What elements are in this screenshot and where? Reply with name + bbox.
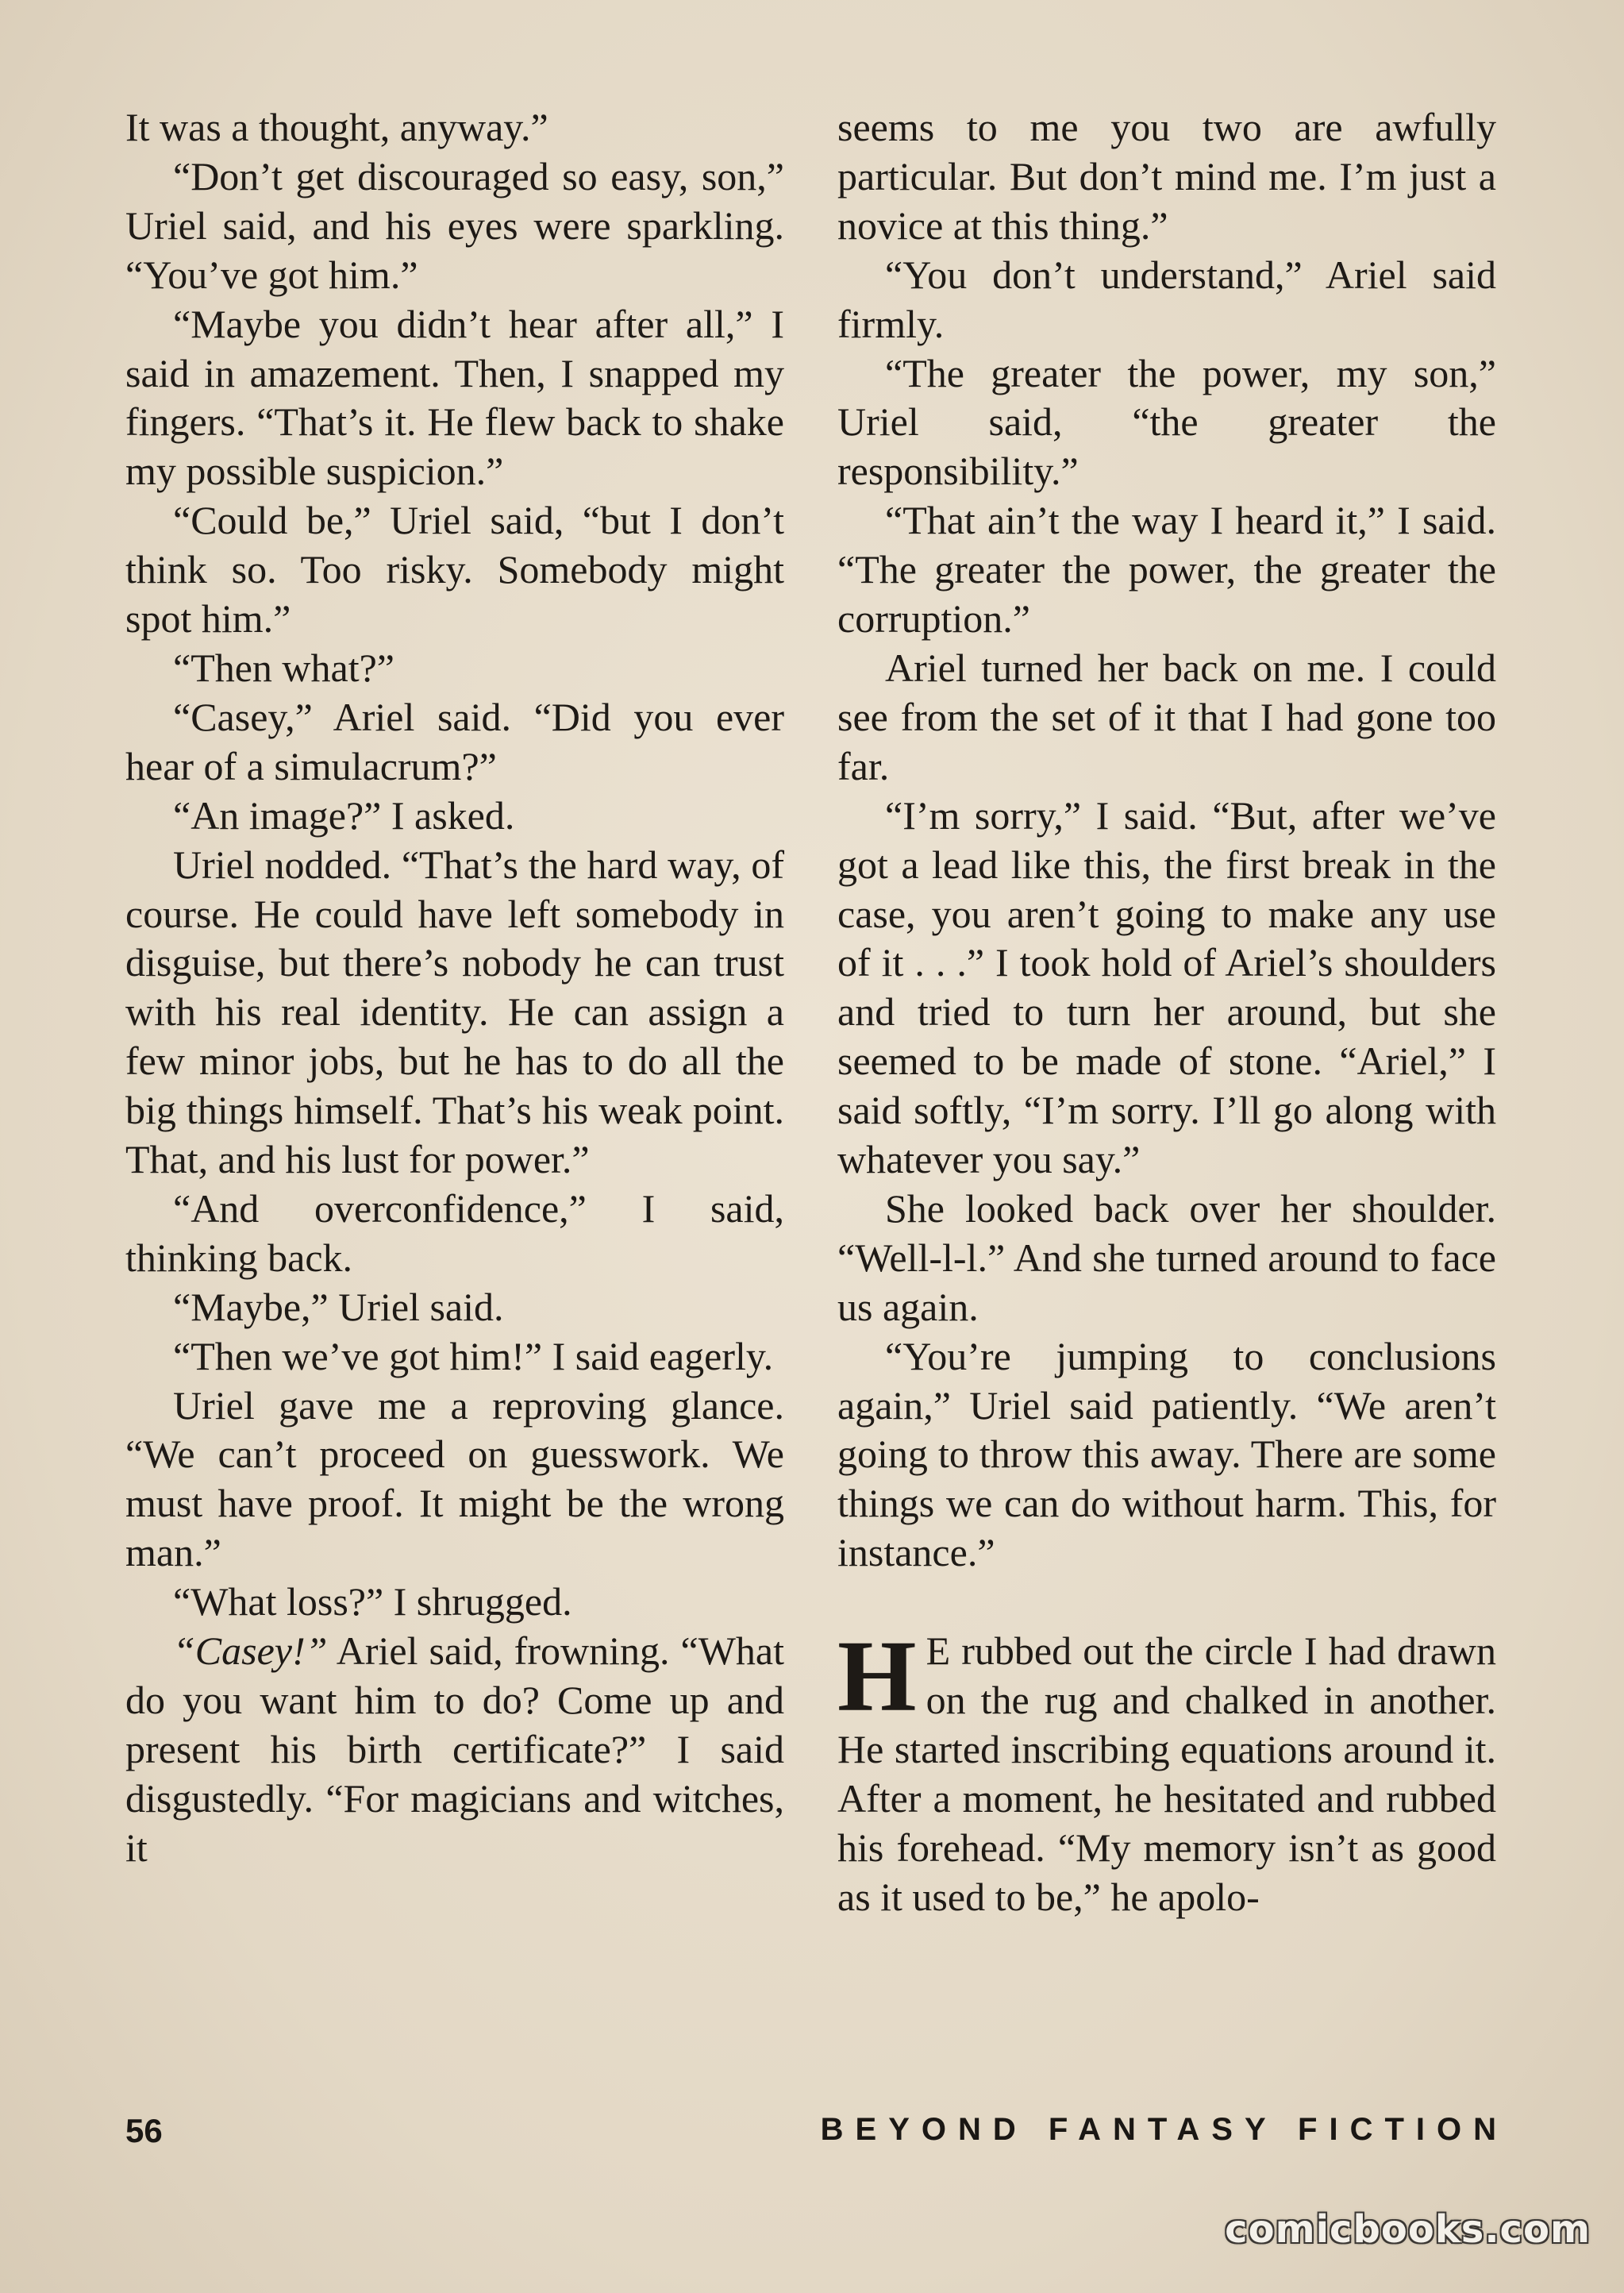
page-number: 56	[125, 2112, 163, 2149]
paragraph: “And overconfidence,” I said, thinking back.	[125, 1185, 784, 1280]
paragraph: “The greater the power, my son,” Uriel said, “the greater the responsibility.”	[837, 350, 1496, 494]
section-opening-paragraph	[837, 1620, 1496, 1921]
paragraph: “You’re jumping to conclusions again,” Uriel said patiently. “We aren’t going to throw this away. There are some things we can do without harm. This, for instance.”	[837, 1333, 1496, 1575]
paragraph: It was a thought, anyway.”	[125, 105, 548, 149]
paragraph: “Maybe,” Uriel said.	[173, 1284, 504, 1329]
paragraph: “What loss?” I shrugged.	[173, 1579, 572, 1624]
paragraph: “I’m sorry,” I said. “But, after we’ve got a lead like this, the first break in the case, you aren’t going to make any use of it . . .” I took hold of Ariel’s shoulders and tried to turn her around, but she seemed to be made of stone. “Ariel,” I said softly, “I’m sorry. I’ll go along with whatever you say.”	[837, 792, 1496, 1182]
paragraph: “Could be,” Uriel said, “but I don’t think so. Too risky. Somebody might spot him.”	[125, 498, 784, 642]
running-title: BEYOND FANTASY FICTION	[820, 2112, 1508, 2147]
paragraph: “Casey,” Ariel said. “Did you ever hear of a simulacrum?”	[125, 694, 784, 788]
left-text-column	[125, 103, 784, 1873]
right-text-column	[837, 103, 1496, 1922]
paragraph: “That ain’t the way I heard it,” I said. “The greater the power, the greater the corruption.”	[837, 498, 1496, 642]
drop-cap: H	[837, 1620, 915, 1733]
italic-exclamation: “Casey!”	[173, 1628, 328, 1674]
paragraph: “An image?” I asked.	[173, 792, 515, 838]
paragraph: Uriel nodded. “That’s the hard way, of course. He could have left somebody in disguise, but there’s nobody he can trust with his real identity. He can assign a few minor jobs, but he has to do all the big things himself. That’s his weak point. That, and his lust for power.”	[125, 842, 784, 1182]
paragraph: “Maybe you didn’t hear after all,” I said in amazement. Then, I snapped my fingers. “That’s it. He flew back to shake my possible suspicion.”	[125, 301, 784, 494]
paragraph: “Then what?”	[173, 645, 395, 690]
paragraph: “Don’t get discouraged so easy, son,” Uriel said, and his eyes were sparkling. “You’ve got him.”	[125, 153, 784, 297]
watermark: comicbooks.com	[1225, 2207, 1591, 2252]
paragraph: She looked back over her shoulder. “Well-l-l.” And she turned around to face us again.	[837, 1185, 1496, 1329]
paragraph: “You don’t understand,” Ariel said firmly.	[837, 252, 1496, 346]
paragraph: Uriel gave me a reproving glance. “We can’t proceed on guesswork. We must have proof. It might be the wrong man.”	[125, 1382, 784, 1575]
page-footer	[125, 2112, 1508, 2156]
paragraph-rest: Ariel said, frowning. “What do you want him to do? Come up and present his birth certificate?” I said disgustedly. “For magicians and witches, it	[125, 1628, 784, 1870]
paragraph: Ariel turned her back on me. I could see from the set of it that I had gone too far.	[837, 645, 1496, 788]
paragraph	[125, 1627, 784, 1873]
paragraph: seems to me you two are awfully particular. But don’t mind me. I’m just a novice at this thing.”	[837, 105, 1496, 248]
paragraph: “Then we’ve got him!” I said eagerly.	[173, 1333, 774, 1378]
section-opening-text: E rubbed out the circle I had drawn on the rug and chalked in another. He started inscribing equations around it. After a moment, he hesitated and rubbed his forehead. “My memory isn’t as good as it used to be,” he apolo-	[837, 1628, 1496, 1919]
